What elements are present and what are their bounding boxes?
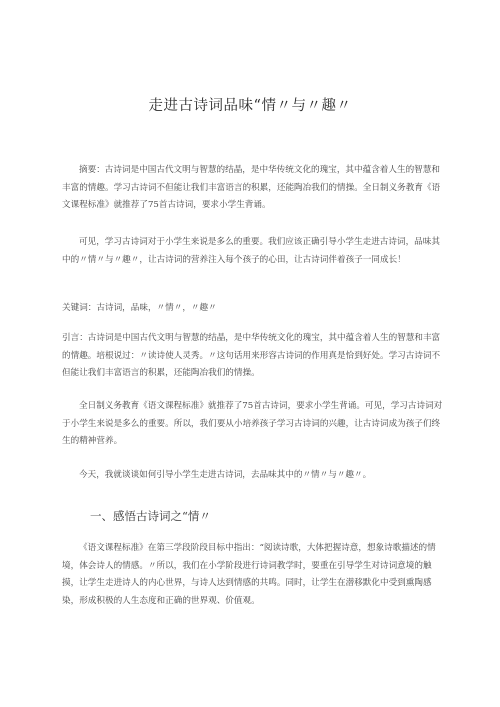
document-title: 走进古诗词品味“情〃与〃趣〃 bbox=[148, 98, 352, 114]
curriculum-paragraph: 全日制义务教育《语文课程标准》就推荐了75首古诗词，要求小学生背诵。可见，学习古诗词对于小学生来说是多么的重要。所以，我们要从小培养孩子学习古诗词的兴趣，让古诗词成为孩子们终生的精神营养。 bbox=[62, 401, 443, 446]
keywords-line: 关键词：古诗词，品味，〃情〃，〃趣〃 bbox=[62, 303, 217, 313]
section-heading-1: 一、感悟古诗词之“情〃 bbox=[90, 509, 211, 523]
intro-paragraph: 引言：古诗词是中国古代文明与智慧的结晶，是中华传统文化的瑰宝，其中蕴含着人生的智慧和丰富的情趣。培根说过：〃读诗使人灵秀。〃这句话用来形容古诗词的作用真是恰到好处。学习古诗词不但能让我们丰富语言的积累，还能陶冶我们的情操。 bbox=[62, 333, 441, 378]
topic-paragraph: 今天，我就谈谈如何引导小学生走进古诗词，去品味其中的〃情〃与〃趣〃。 bbox=[79, 470, 372, 480]
importance-paragraph: 可见，学习古诗词对于小学生来说是多么的重要。我们应该正确引导小学生走进古诗词，品味其中的〃情〃与〃趣〃，让古诗词的营养注入每个孩子的心田，让古诗词伴着孩子一同成长！ bbox=[62, 237, 440, 265]
section-1-paragraph: 《语文课程标准》在第三学段阶段目标中指出：“阅读诗歌，大体把握诗意，想象诗歌描述的情境，体会诗人的情感。〃所以，我们在小学阶段进行诗词教学时，要重在引导学生对诗词意境的触摸，让学生走进诗人的内心世界，与诗人达到情感的共鸣。同时，让学生在潜移默化中受到熏陶感染，形成积极的人生态度和正确的世界观、价值观。 bbox=[62, 543, 436, 606]
abstract-paragraph: 摘要：古诗词是中国古代文明与智慧的结晶，是中华传统文化的瑰宝，其中蕴含着人生的智慧和丰富的情趣。学习古诗词不但能让我们丰富语言的积累，还能陶冶我们的情操。全日制义务教育《语文课程标准》就推荐了75首古诗词，要求小学生背诵。 bbox=[62, 165, 441, 210]
